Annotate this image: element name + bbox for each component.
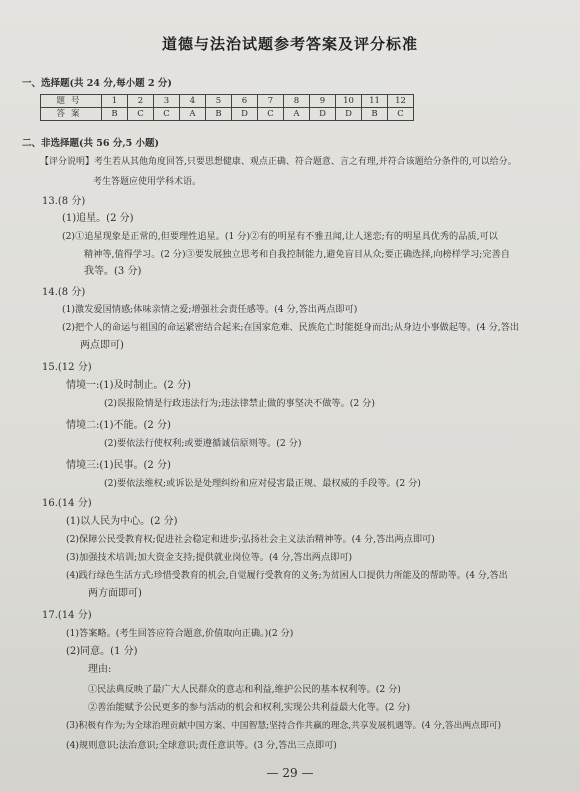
q17-line: (2)同意。(1 分) [66,646,138,657]
q16-line: 两方面即可) [88,588,142,599]
table-cell: C [258,108,284,121]
table-cell: B [206,108,232,121]
table-cell: 5 [206,95,232,108]
q14-line: (2)把个人的命运与祖国的命运紧密结合起来;在国家危难、民族危亡时能挺身而出;从身边小事做起等。(4 分,答出 [62,322,520,333]
table-cell: 12 [388,95,414,108]
table-cell: 3 [154,95,180,108]
q16-line: (4)践行绿色生活方式;珍惜受教育的机会,自觉履行受教育的义务;为贫困人口提供力所能及的帮助等。(4 分,答出 [66,571,508,581]
table-cell: D [232,108,258,121]
table-cell: 1 [102,95,128,108]
table-cell: C [128,108,154,121]
q17-heading: 17.(14 分) [42,610,92,621]
q16-heading: 16.(14 分) [42,498,92,509]
row-label-answers: 答案 [41,108,102,121]
scoring-note-cont: 考生答题应使用学科术语。 [93,177,202,187]
q14-line: 两点即可) [80,340,124,351]
q15-scenario: 情境三:(1)民事。(2 分) [66,460,171,471]
table-cell: 4 [180,95,206,108]
q14-line: (1)激发爱国情感;体味亲情之爱;增强社会责任感等。(4 分,答出两点即可) [62,304,358,315]
table-cell: 2 [128,95,154,108]
table-cell: A [284,108,310,121]
q15-line: (2)要依法行使权利;或要遵循诚信原则等。(2 分) [104,438,302,449]
q17-line: ②善治能赋予公民更多的参与活动的机会和权利,实现公共利益最大化等。(2 分) [88,702,411,713]
q16-line: (1)以人民为中心。(2 分) [66,516,178,527]
table-cell: D [310,108,336,121]
q15-scenario: 情境二:(1)不能。(2 分) [66,420,171,431]
table-row-answers [41,108,414,121]
q15-line: (2)误报险情是行政违法行为;违法律禁止做的事坚决不做等。(2 分) [104,398,375,409]
table-cell: C [388,108,414,121]
q17-line: (3)积极有作为;为全球治理贡献中国方案、中国智慧;坚持合作共赢的理念,共享发展机遇等。(4 分,答出两点即可) [66,721,502,731]
q16-line: (2)保障公民受教育权;促进社会稳定和进步;弘扬社会主义法治精神等。(4 分,答出两点即可) [66,534,435,545]
q16-line: (3)加强技术培训;加大资金支持;提供就业岗位等。(4 分,答出两点即可) [66,552,353,563]
q17-line: (4)规则意识;法治意识;全球意识;责任意识等。(3 分,答出三点即可) [66,740,337,751]
row-label-numbers: 题号 [41,95,102,108]
q14-heading: 14.(8 分) [42,287,86,298]
page-title: 道德与法治试题参考答案及评分标准 [161,35,418,53]
table-cell: B [362,108,388,121]
table-cell: 11 [362,95,388,108]
table-cell: 9 [310,95,336,108]
q13-line: (1)追星。(2 分) [62,213,134,224]
q13-line: (2)①追星现象是正常的,但要理性追星。(1 分)②有的明星有不雅丑闻,让人迷恋;有的明星具优秀的品质,可以 [62,231,498,242]
section-1-heading: 一、选择题(共 24 分,每小题 2 分) [22,78,172,89]
q15-heading: 15.(12 分) [42,362,92,373]
q17-line: (1)答案略。(考生回答应符合题意,价值取向正确。)(2 分) [66,628,294,639]
table-cell: A [180,108,206,121]
table-row-numbers [41,95,414,108]
table-cell: 10 [336,95,362,108]
q17-line: ①民法典反映了最广大人民群众的意志和利益,维护公民的基本权利等。(2 分) [88,684,401,695]
table-cell: 6 [232,95,258,108]
q17-line: 理由: [88,664,112,675]
q15-scenario: 情境一:(1)及时制止。(2 分) [66,380,191,391]
table-cell: D [336,108,362,121]
q13-heading: 13.(8 分) [42,196,86,207]
scoring-note: 【评分说明】考生若从其他角度回答,只要思想健康、观点正确、符合题意、言之有理,并符合该题给分条件的,可以给分。 [40,157,517,167]
table-cell: 7 [258,95,284,108]
table-cell: C [154,108,180,121]
table-cell: B [102,108,128,121]
q15-line: (2)要依法维权;或诉讼是处理纠纷和应对侵害最正规、最权威的手段等。(2 分) [104,478,421,489]
q13-line: 我等。(3 分) [84,266,142,277]
page-number: — 29 — [266,766,314,780]
q13-line: 精神等,值得学习。(2 分)③要发展独立思考和自我控制能力,避免盲目从众;要正确选择,向榜样学习;完善自 [84,249,510,260]
table-cell: 8 [284,95,310,108]
section-2-heading: 二、非选择题(共 56 分,5 小题) [22,138,160,149]
answer-table [40,94,414,121]
